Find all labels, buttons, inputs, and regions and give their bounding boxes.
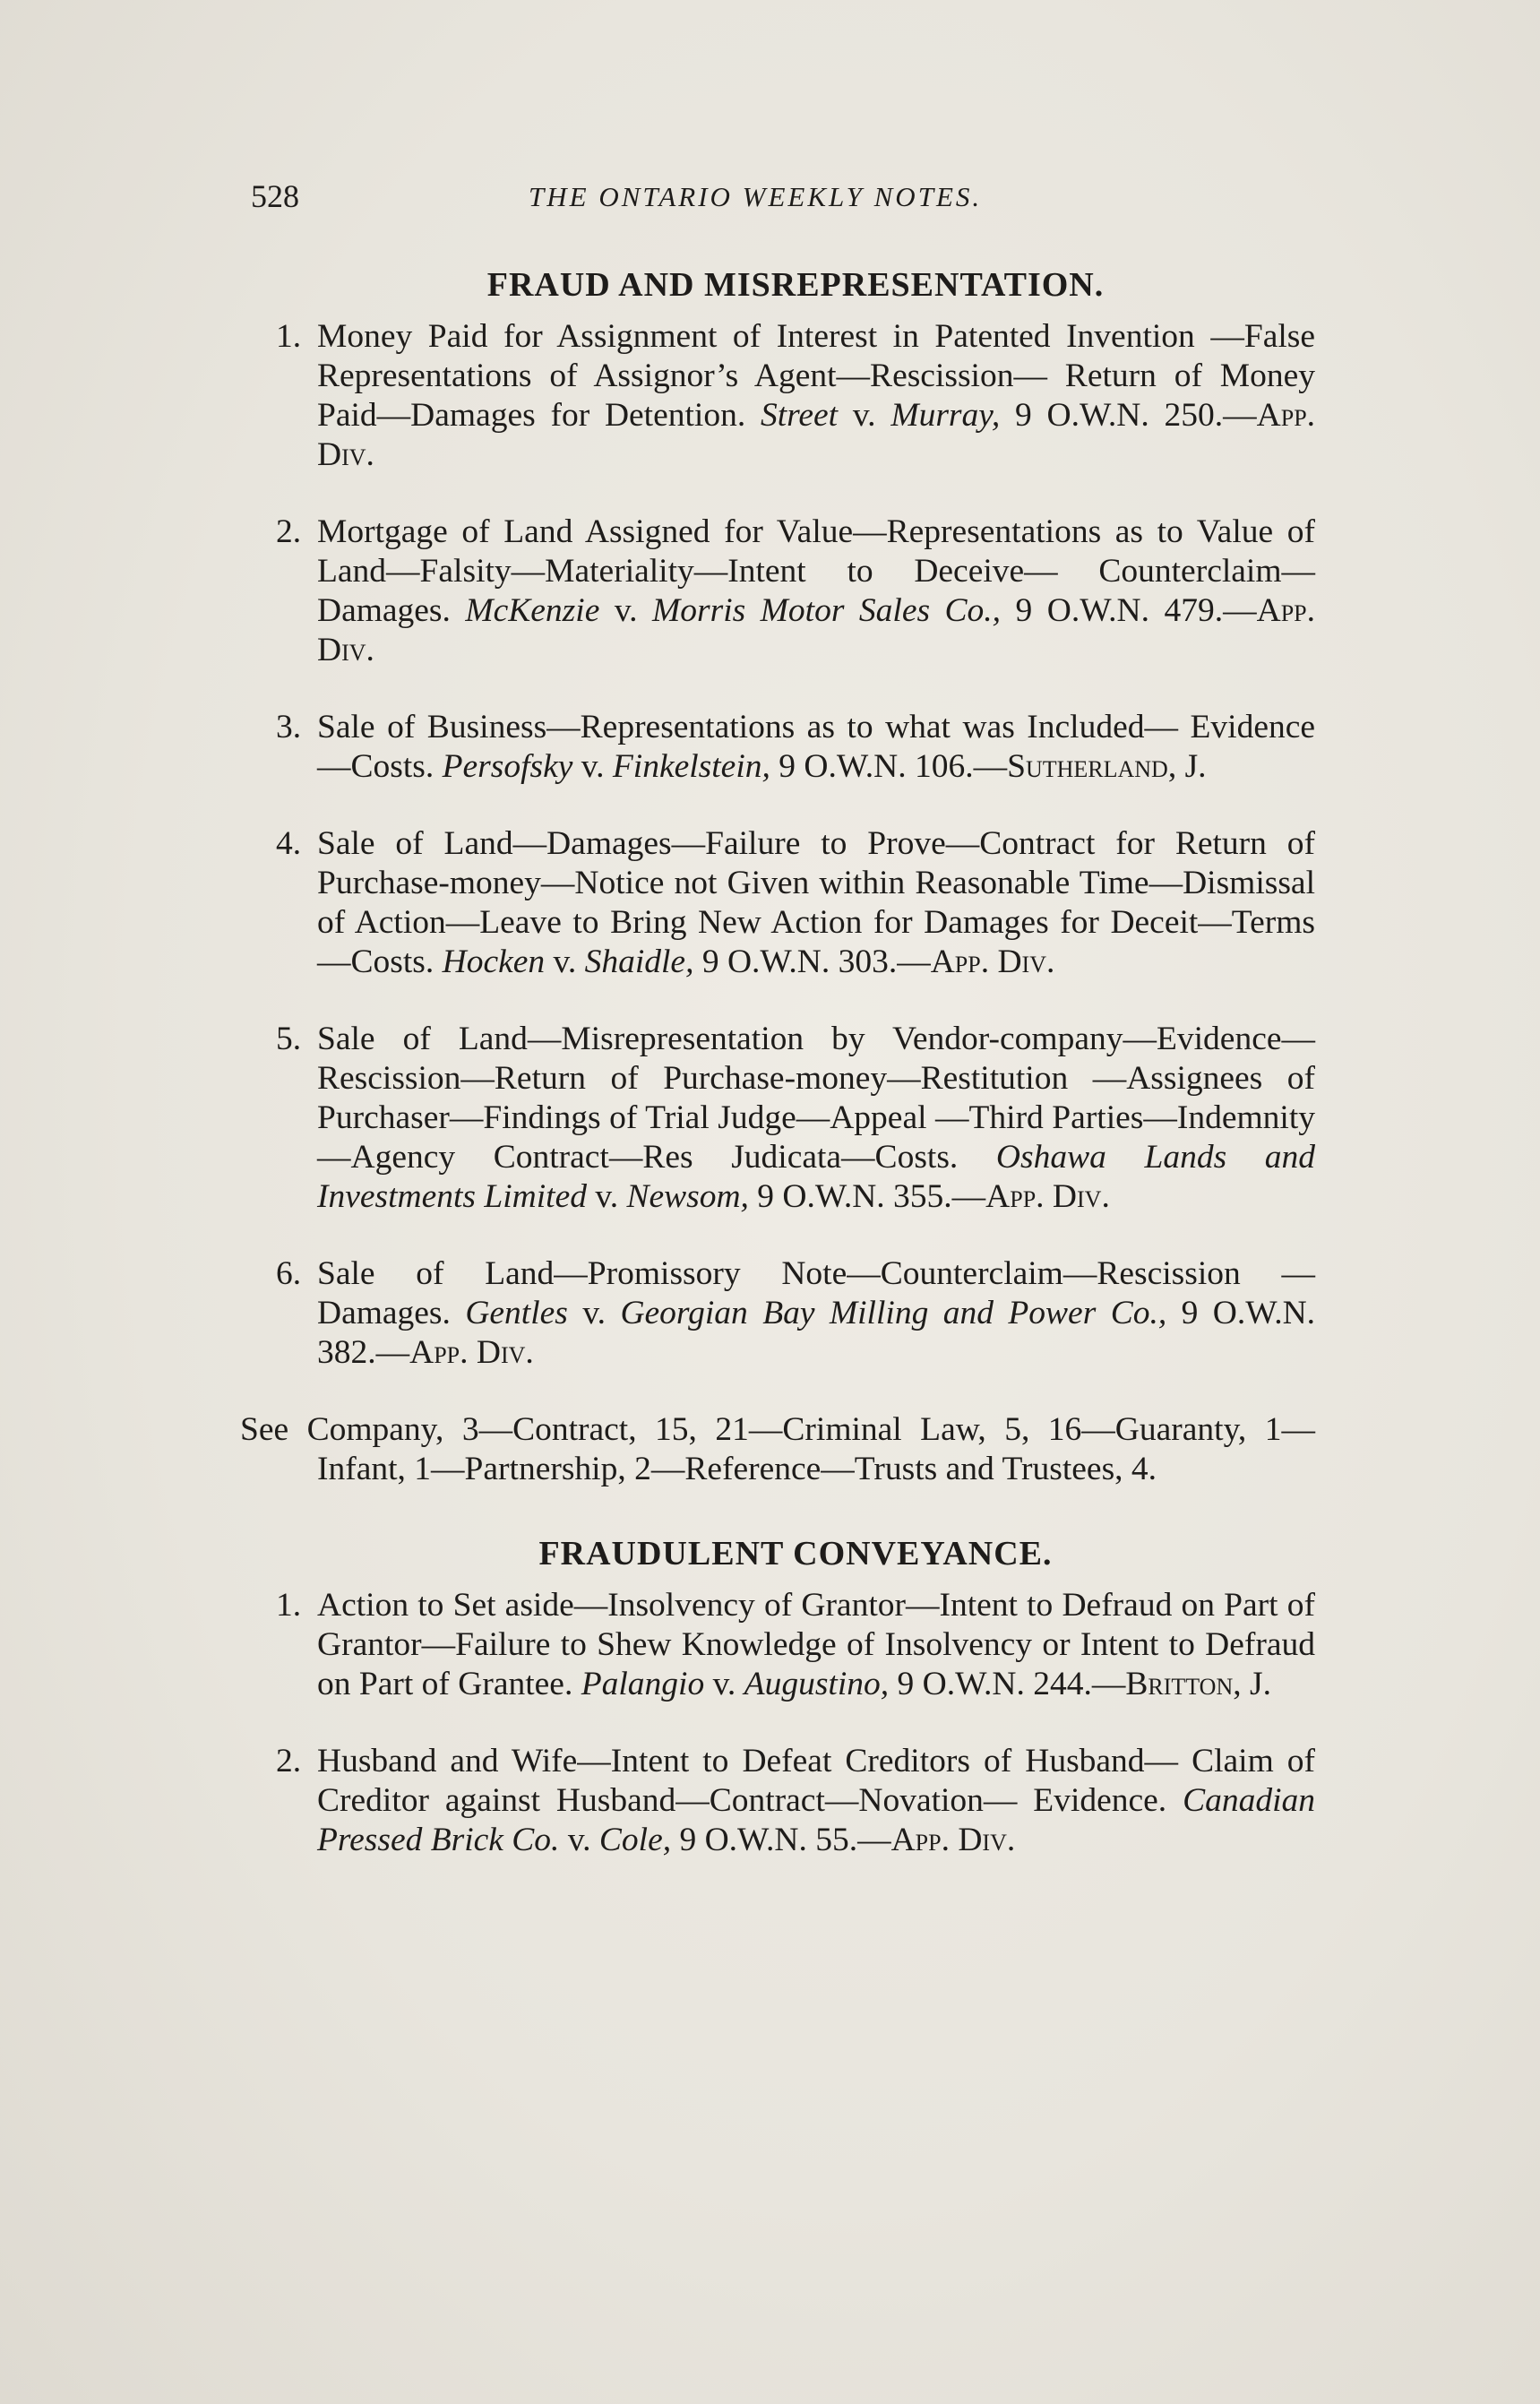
versus: v.: [614, 592, 638, 629]
entry-text: Sale of Land—Promissory Note—Counterclaim—Rescission —Damages.: [317, 1255, 1315, 1331]
party-two: Augustino,: [744, 1666, 890, 1702]
party-one: Street: [761, 397, 839, 434]
citation: 9 O.W.N. 244.—: [897, 1666, 1126, 1702]
entry-number: 6.: [276, 1255, 302, 1292]
page-number: 528: [251, 178, 299, 214]
party-one: McKenzie: [465, 592, 600, 629]
versus: v.: [581, 748, 605, 785]
court: App. Div.: [409, 1334, 534, 1371]
party-two: Shaidle,: [584, 944, 694, 980]
versus: v.: [595, 1178, 619, 1215]
party-two: Murray,: [890, 397, 1001, 434]
running-head: [251, 177, 1308, 222]
court: App. Div.: [985, 1178, 1110, 1215]
party-one: Canadian Pressed Brick Co.: [317, 1782, 1315, 1858]
citation: 9 O.W.N. 106.—: [779, 748, 1008, 785]
party-one: Hocken: [442, 944, 546, 980]
party-two: Georgian Bay Milling and Power Co.,: [620, 1295, 1167, 1331]
entry-number: 1.: [276, 318, 302, 355]
versus: v.: [553, 944, 577, 980]
citation: 9 O.W.N. 55.—: [679, 1822, 891, 1858]
court: App. Div.: [317, 397, 1316, 473]
entry-fraud-6: [240, 1254, 1315, 1373]
entry-number: 1.: [276, 1587, 302, 1624]
section-heading-fraudulent-conveyance: FRAUDULENT CONVEYANCE.: [538, 1535, 1053, 1573]
citation: 9 O.W.N. 303.—: [701, 944, 931, 980]
party-one: Palangio: [581, 1666, 705, 1702]
versus: v.: [567, 1822, 591, 1858]
entry-number: 2.: [276, 1743, 302, 1779]
entry-fraud-2: [240, 513, 1315, 670]
citation: 9 O.W.N. 355.—: [757, 1178, 986, 1215]
party-one: Gentles: [465, 1295, 568, 1331]
entry-number: 2.: [276, 513, 302, 550]
versus: v.: [582, 1295, 607, 1331]
entry-text: Money Paid for Assignment of Interest in Patented Invention —False Representations of Assignor’s Agent—Rescission— Return of Money Paid—Damages for Detention.: [317, 318, 1315, 434]
party-two: Newsom,: [626, 1178, 749, 1215]
section-heading-fraud: FRAUD AND MISREPRESENTATION.: [486, 266, 1105, 304]
entry-text: Mortgage of Land Assigned for Value—Representations as to Value of Land—Falsity—Materiality—Intent to Deceive— Counterclaim—Damages.: [317, 513, 1315, 629]
entry-text: Sale of Land—Damages—Failure to Prove—Contract for Return of Purchase-money—Notice not Given within Reasonable Time—Dismissal of Action—Leave to Bring New Action for Damages for Deceit—Terms—Costs.: [317, 825, 1315, 980]
court: App. Div.: [317, 592, 1316, 668]
see-also: See Company, 3—Contract, 15, 21—Criminal Law, 5, 16—Guaranty, 1—Infant, 1—Partnership, 2—Reference—Trusts and Trustees, 4.: [240, 1411, 1315, 1487]
versus: v.: [712, 1666, 736, 1702]
citation: 9 O.W.N. 250.—: [1015, 397, 1257, 434]
party-two: Morris Motor Sales Co.,: [652, 592, 1002, 629]
entry-fraud-1: [240, 317, 1315, 475]
citation: 9 O.W.N. 382.—: [317, 1295, 1316, 1371]
entry-text: Sale of Business—Representations as to what was Included— Evidence—Costs.: [317, 709, 1315, 785]
page-body: [240, 260, 1315, 1860]
entry-text: Husband and Wife—Intent to Defeat Creditors of Husband— Claim of Creditor against Husband—Contract—Novation— Evidence.: [317, 1743, 1315, 1819]
entry-conveyance-2: [240, 1742, 1315, 1860]
party-one: Oshawa Lands and Investments Limited: [317, 1139, 1316, 1215]
party-one: Persofsky: [442, 748, 573, 785]
entry-conveyance-1: [240, 1586, 1315, 1704]
entry-text: Sale of Land—Misrepresentation by Vendor-company—Evidence—Rescission—Return of Purchase-money—Restitution —Assignees of Purchaser—Findings of Trial Judge—Appeal —Third Parties—Indemnity—Agency Contract—Res Judicata—Costs.: [317, 1021, 1315, 1176]
entry-fraud-3: [240, 708, 1315, 787]
entry-number: 3.: [276, 709, 302, 745]
entry-text: Action to Set aside—Insolvency of Grantor—Intent to Defraud on Part of Grantor—Failure to Shew Knowledge of Insolvency or Intent to Defraud on Part of Grantee.: [317, 1587, 1315, 1702]
entry-number: 4.: [276, 825, 302, 862]
court: Sutherland, J.: [1007, 748, 1207, 785]
journal-title: THE ONTARIO WEEKLY NOTES.: [529, 181, 983, 212]
party-two: Cole,: [598, 1822, 672, 1858]
entry-number: 5.: [276, 1021, 302, 1057]
court: App. Div.: [930, 944, 1055, 980]
party-two: Finkelstein,: [612, 748, 770, 785]
court: App. Div.: [890, 1822, 1016, 1858]
versus: v.: [852, 397, 876, 434]
entry-fraud-4: [240, 824, 1315, 982]
entry-fraud-5: [240, 1020, 1315, 1217]
court: Britton, J.: [1125, 1666, 1271, 1702]
citation: 9 O.W.N. 479.—: [1015, 592, 1257, 629]
